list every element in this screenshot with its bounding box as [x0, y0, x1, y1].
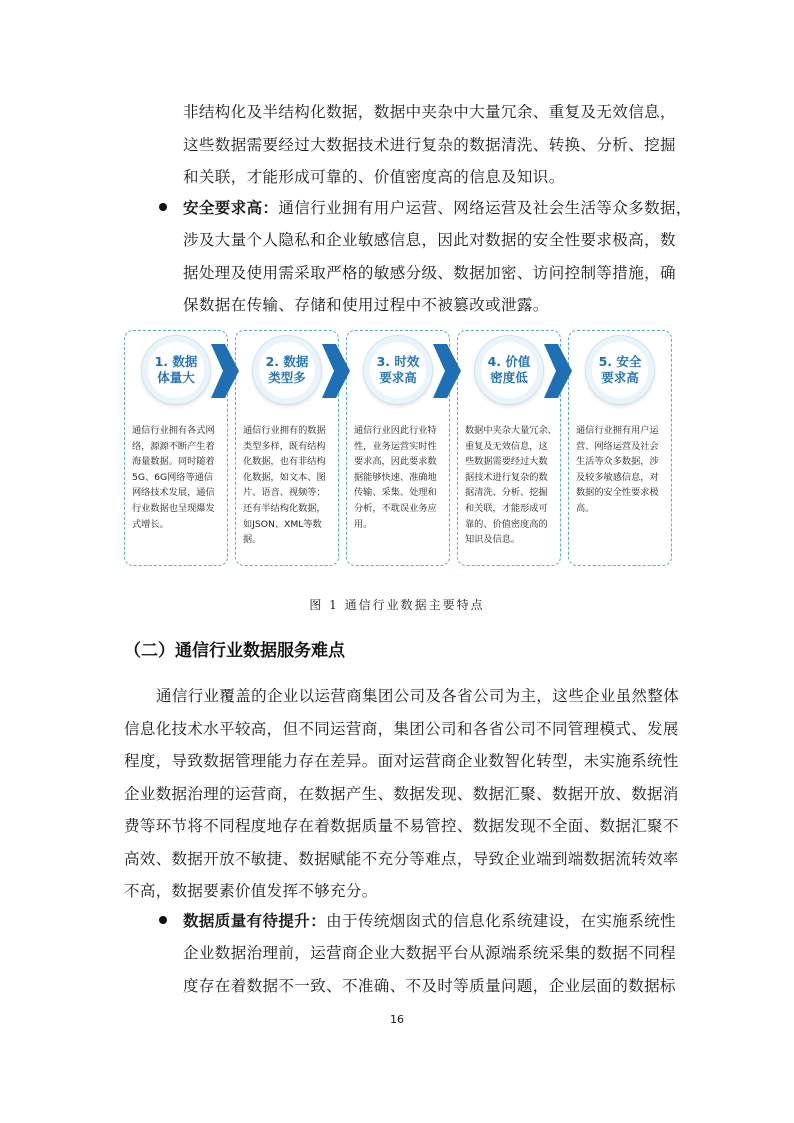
- bullet-dot-icon: [159, 916, 167, 924]
- feature-description: 数据中夹杂大量冗余、 重复及无效信息，这 些数据需要经过大数 据技术进行复杂的数 据清洗、分析、挖掘 和关联，才能形成可 靠的、价值密度高的 知识及信息。: [465, 425, 557, 546]
- paragraph-line: 通信行业覆盖的企业以运营商集团公司及各省公司为主，这些企业虽然整体: [156, 687, 680, 705]
- connector-arrow-icon: [322, 340, 352, 402]
- feature-title: 5. 安全: [598, 354, 642, 369]
- feature-title: 要求高: [601, 370, 639, 385]
- bullet-text: 由于传统烟囱式的信息化系统建设，在实施系统性: [326, 912, 676, 930]
- text-line: 保数据在传输、存储和使用过程中不被篡改或泄露。: [183, 296, 549, 314]
- text-line: 度存在着数据不一致、不准确、不及时等质量问题，企业层面的数据标: [183, 977, 676, 995]
- feature-title: 要求高: [379, 370, 417, 385]
- feature-card: [568, 330, 672, 566]
- feature-title: 2. 数据: [265, 354, 309, 369]
- paragraph-line: 信息化技术水平较高，但不同运营商，集团公司和各省公司不同管理模式、发展: [124, 720, 679, 738]
- bullet-dot-icon: [159, 203, 167, 211]
- feature-circle: [586, 336, 654, 404]
- feature-description: 通信行业拥有用户运 营、网络运营及社会 生活等众多数据，涉 及较多敏感信息，对 数据的安全性要求极 高。: [576, 425, 659, 514]
- feature-title: 体量大: [157, 370, 195, 385]
- feature-title: 类型多: [268, 370, 306, 385]
- feature-title: 4. 价值: [487, 354, 531, 369]
- bullet-first-line: [183, 911, 676, 931]
- bullet-text: 通信行业拥有用户运营、网络运营及社会生活等众多数据，: [278, 199, 692, 217]
- text-line: 据处理及使用需采取严格的敏感分级、数据加密、访问控制等措施，确: [183, 264, 676, 282]
- feature-circle: [364, 336, 432, 404]
- connector-arrow-icon: [211, 340, 241, 402]
- features-figure: [124, 330, 674, 568]
- paragraph-line: 高效、数据开放不敏捷、数据赋能不充分等难点，导致企业端到端数据流转效率: [124, 850, 679, 868]
- paragraph-line: 不高，数据要素价值发挥不够充分。: [124, 882, 378, 900]
- feature-description: 通信行业因此行业特 性，业务运营实时性 要求高，因此要求数 据能够快速、准确地 传输、采集、处理和 分析，不耽误业务应 用。: [354, 425, 437, 530]
- text-line: 涉及大量个人隐私和企业敏感信息，因此对数据的安全性要求极高，数: [183, 231, 676, 249]
- text-line: 和关联，才能形成可靠的、价值密度高的信息及知识。: [183, 168, 565, 186]
- feature-circle: [142, 336, 210, 404]
- feature-circle: [253, 336, 321, 404]
- connector-arrow-icon: [433, 340, 463, 402]
- feature-description: 通信行业拥有各式网 络，源源不断产生着 海量数据。同时随着 5G、6G网络等通信 网络技术发展，通信 行业数据也呈现爆发 式增长。: [132, 425, 215, 530]
- feature-description: 通信行业拥有的数据 类型多样，既有结构 化数据，也有非结构 化数据，如文本、图 片、语音、视频等； 还有半结构化数据， 如JSON、XML等数 据。: [243, 425, 326, 546]
- bullet-first-line: [183, 198, 692, 218]
- paragraph-line: 程度，导致数据管理能力存在差异。面对运营商企业数智化转型，未实施系统性: [124, 752, 679, 770]
- text-line: 企业数据治理前，运营商企业大数据平台从源端系统采集的数据不同程: [183, 944, 676, 962]
- text-line: 非结构化及半结构化数据，数据中夹杂中大量冗余、重复及无效信息，: [183, 103, 676, 121]
- page-number: 16: [390, 1013, 404, 1026]
- feature-title: 密度低: [490, 370, 528, 385]
- text-line: 这些数据需要经过大数据技术进行复杂的数据清洗、转换、分析、挖掘: [183, 136, 676, 154]
- bullet-title: 数据质量有待提升：: [183, 912, 327, 930]
- feature-title: 3. 时效: [376, 354, 420, 369]
- paragraph-line: 费等环节将不同程度地存在着数据质量不易管控、数据发现不全面、数据汇聚不: [124, 817, 679, 835]
- figure-caption: 图 1 通信行业数据主要特点: [309, 598, 485, 612]
- feature-circle: [475, 336, 543, 404]
- paragraph-line: 企业数据治理的运营商，在数据产生、数据发现、数据汇聚、数据开放、数据消: [124, 785, 679, 803]
- section-heading: （二）通信行业数据服务难点: [124, 641, 345, 661]
- feature-title: 1. 数据: [154, 354, 198, 369]
- bullet-title: 安全要求高：: [183, 199, 279, 217]
- connector-arrow-icon: [544, 340, 574, 402]
